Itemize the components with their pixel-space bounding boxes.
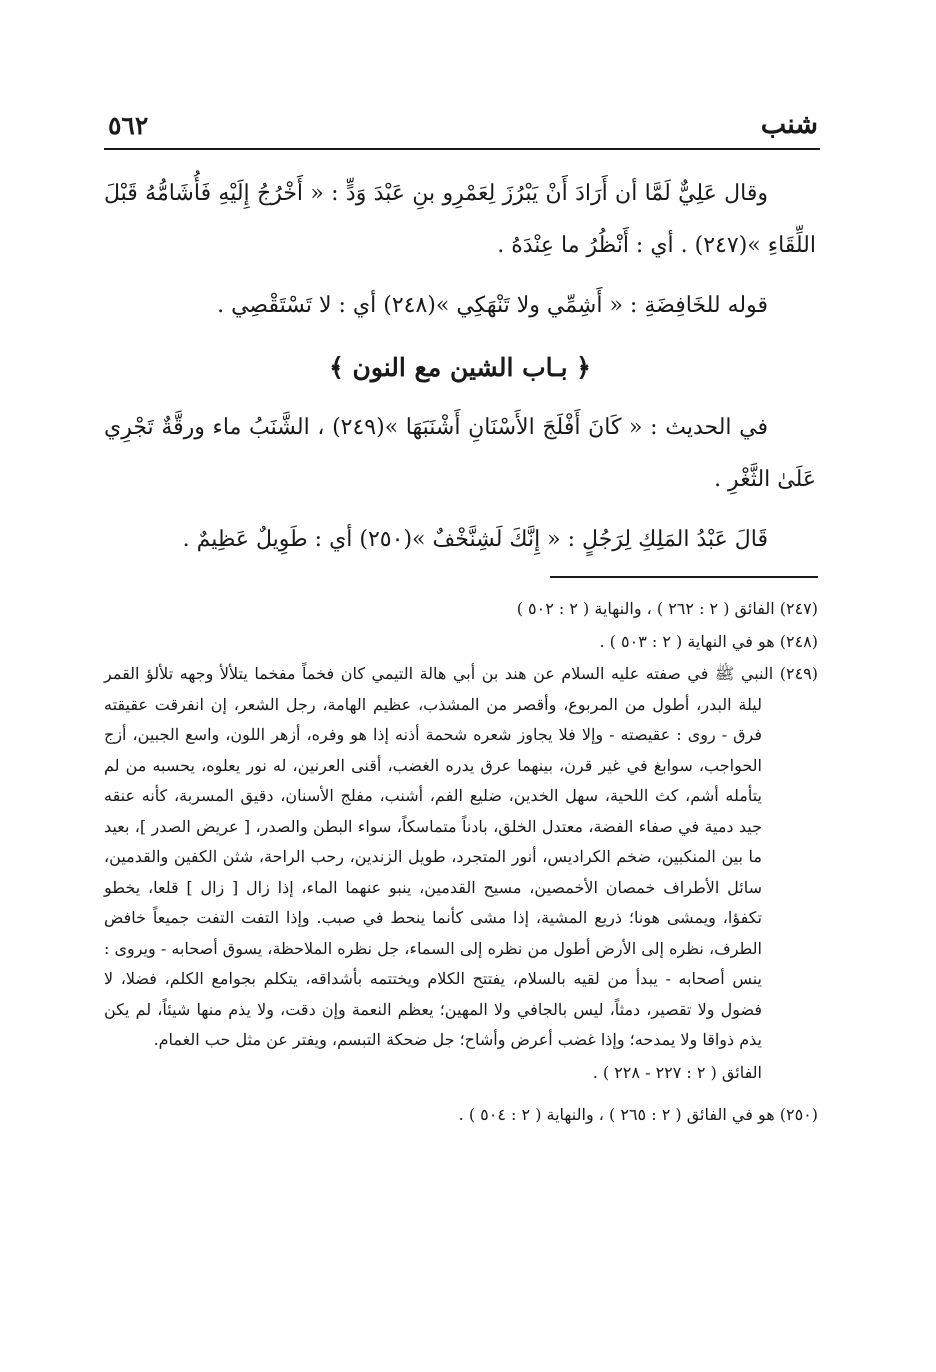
paragraph-abd-al-malik: قَالَ عَبْدُ المَلِكِ لِرَجُلٍ : « إِنَّكَ لَشِنَّخْفٌ »(٢٥٠) أي : طَوِيلٌ عَظِيمٌ . <box>182 527 768 552</box>
chapter-heading: ﴿ بـاب الشين مع النون ﴾ <box>329 353 591 382</box>
page-number: ٥٦٢ <box>108 111 149 140</box>
footnote-248: (٢٤٨) هو في النهاية ( ٢ : ٥٠٣ ) . <box>599 631 818 651</box>
footnote-divider <box>550 576 818 578</box>
running-head <box>108 96 818 140</box>
footnote-249-source: الفائق ( ٢ : ٢٢٧ - ٢٢٨ ) . <box>592 1062 762 1082</box>
header-divider <box>104 148 820 150</box>
paragraph-hadith-shanab: في الحديث : « كَانَ أَفْلَجَ الأَسْنَانِ أَشْنَبَهَا »(٢٤٩) ، الشَّنَبُ ماء ورقَّةٌ تَجْرِي عَلَىٰ الثَّغْرِ . <box>104 415 816 492</box>
paragraph-khafida: قوله للخَافِضَةِ : « أَشِمِّي ولا تَنْهَكِي »(٢٤٨) أي : لا تَسْتَقْصِي . <box>217 293 768 318</box>
footnote-250: (٢٥٠) هو في الفائق ( ٢ : ٢٦٥ ) ، والنهاية ( ٢ : ٥٠٤ ) . <box>458 1105 818 1124</box>
footnote-249: (٢٤٩) النبي ﷺ في صفته عليه السلام عن هند بن أبي هالة التيمي كان فخماً مفخما يتلألأ وجهه تلألؤ القمر ليلة البدر، أطول من المربوع، وأقصر من المشذب، عظيم الهامة، رجل الشعر، إن انفرقت عقيقته فرق - روى : عقيصته - وإلا فلا يجاوز شعره شحمة أذنه إذا هو وفره، أزهر اللون، واسع الجبين، أزج الحواجب، سوابغ في غير قرن، بينهما عرق يدره الغضب، أقنى العرنين، له نور يعلوه، يحسبه من لم يتأمله أشم، كث اللحية، سهل الخدين، ضليع الفم، أشنب، مفلج الأسنان، دقيق المسربة، كأنه عنقه جيد دمية في صفاء الفضة، معتدل الخلق، بادناً متماسكاً، سواء البطن والصدر، [ عريض الصدر ]، بعيد ما بين المنكبين، ضخم الكراديس، أنور المتجرد، طويل الزندين، رحب الراحة، شثن الكفين والقدمين، سائل الأطراف خمصان الأخمصين، مسيح القدمين، ينبو عنهما الماء، إذا زال [ زال ] قلعا، يخطو تكفؤا، ويمشى هونا؛ ذريع المشية، إذا مشى كأنما ينحط في صبب. وإذا التفت التفت جميعاً خافض الطرف، نظره إلى الأرض أطول من نظره إلى السماء، جل نظره الملاحظة، يسوق أصحابه - ويروى : ينس أصحابه - يبدأ من لقيه بالسلام، يفتتح الكلام ويختتمه بأشداقه، يتكلم بجوامع الكلم، فضلا، لا فضول ولا تقصير، دمثاً، ليس بالجافي ولا المهين؛ يعظم النعمة وإن دقت، ولا يذم منها شيئاً، لم يكن يذم ذواقا ولا يمدحه؛ وإذا غضب أعرض وأشاح؛ جل ضحكة التبسم، ويفتر عن مثل حب الغمام. <box>104 664 818 1049</box>
main-text <box>104 168 816 574</box>
footnote-247: (٢٤٧) الفائق ( ٢ : ٢٦٢ ) ، والنهاية ( ٢ : ٥٠٢ ) <box>516 599 818 618</box>
paragraph-ali-quote: وقال عَلِيٌّ لَمَّا أن أَرَادَ أَنْ يَبْرُزَ لِعَمْرِو بنِ عَبْدَ وَدٍّ : « أَخْرُجُ إِلَيْهِ فَأُشَامُّهُ قَبْلَ اللِّقَاءِ »(٢٤٧) . أي : أَنْظُرُ ما عِنْدَهُ . <box>104 181 816 258</box>
footnotes <box>104 594 818 1133</box>
running-head-title: شنب <box>760 109 818 140</box>
